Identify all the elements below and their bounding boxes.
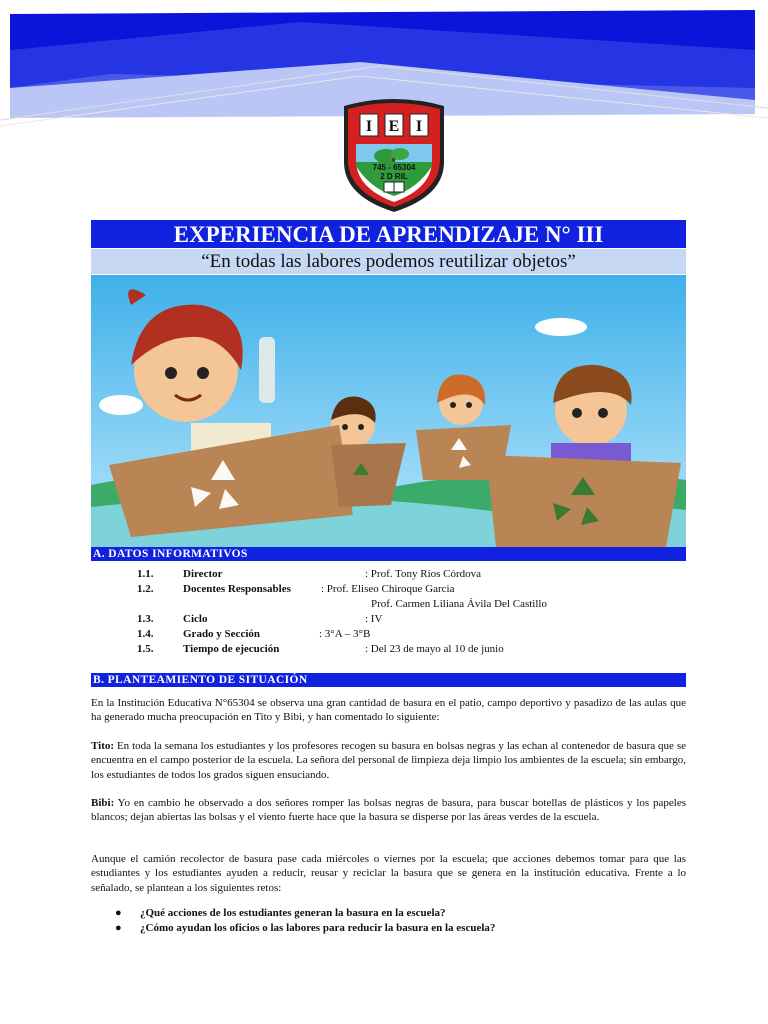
section-b-heading: B. PLANTEAMIENTO DE SITUACIÓN [91,673,686,687]
section-a-heading: A. DATOS INFORMATIVOS [91,547,686,561]
info-number: 1.2. [137,583,154,595]
page-subtitle: “En todas las labores podemos reutilizar objetos” [91,249,686,274]
datos-informativos-list [91,567,686,657]
tito-text: En toda la semana los estudiantes y los profesores recogen su basura en bolsas negras y las echan al contenedor de basura que se encuentra en el campo posterior de la escuela. La señora del personal de limpieza deja limpio los ambientes de la escuela; sin embargo, los estudiantes de todos los grados siguen ensuciando. [91,740,686,781]
school-crest-icon [338,96,450,214]
info-value: : Prof. Tony Rios Córdova [365,568,482,580]
info-label: Grado y Sección [183,628,260,640]
tito-paragraph [91,739,686,782]
info-value: Prof. Carmen Liliana Ávila Del Castillo [371,598,547,610]
info-value: : Prof. Eliseo Chiroque Garcia [321,583,455,595]
crest-code: 745 - 65304 [372,163,416,172]
info-row [91,582,686,597]
info-label: Tiempo de ejecución [183,643,280,655]
info-row [91,642,686,657]
info-number: 1.5. [137,643,154,655]
info-number: 1.1. [137,568,154,580]
info-label: Docentes Responsables [183,583,291,595]
speaker-name: Bibi: [91,797,115,809]
bibi-text: Yo en cambio he observado a dos señores romper las bolsas negras de basura, para buscar botellas de plásticos y los papeles blancos; dejan abiertas las bolsas y el viento fuerte hace que la basura se disperse por las áreas verdes de la escuela. [91,797,686,824]
speaker-name: Tito: [91,740,115,752]
bullet-icon: ● [115,922,122,934]
info-row [91,627,686,642]
question-text: ¿Qué acciones de los estudiantes generan la basura en la escuela? [140,907,446,919]
closing-paragraph: Aunque el camión recolector de basura pase cada miércoles o viernes por la escuela; que acciones debemos tomar para que las estudiantes y los estudiantes ayuden a reducir, reusar y reciclar la basura que se genera en la institución educativa. Frente a lo señalado, se plantean a los siguientes retos: [91,853,686,894]
crest-letter: I [365,118,373,135]
info-value: : Del 23 de mayo al 10 de junio [365,643,504,655]
intro-paragraph: En la Institución Educativa N°65304 se observa una gran cantidad de basura en el patio, campo deportivo y pasadizo de las aulas que ha generado mucha preocupación en Tito y Bibi, y han comentado lo siguiente: [91,697,686,724]
challenge-questions-list [91,906,686,936]
list-item [91,906,686,921]
info-row [91,597,686,612]
question-text: ¿Cómo ayudan los oficios o las labores para reducir la basura en la escuela? [140,922,496,934]
info-label: Ciclo [183,613,208,625]
crest-motto: 2 D RIL [380,172,408,181]
info-row [91,612,686,627]
info-number: 1.4. [137,628,154,640]
info-label: Director [183,568,223,580]
crest-letter: I [415,118,423,135]
bullet-icon: ● [115,907,122,919]
info-value: : IV [365,613,383,625]
info-value: : 3°A – 3°B [319,628,371,640]
children-recycling-boxes-illustration [91,275,686,547]
crest-letter: E [388,118,400,135]
page-title: EXPERIENCIA DE APRENDIZAJE N° III [91,220,686,248]
info-row [91,567,686,582]
bibi-paragraph [91,796,686,825]
info-number: 1.3. [137,613,154,625]
list-item [91,921,686,936]
